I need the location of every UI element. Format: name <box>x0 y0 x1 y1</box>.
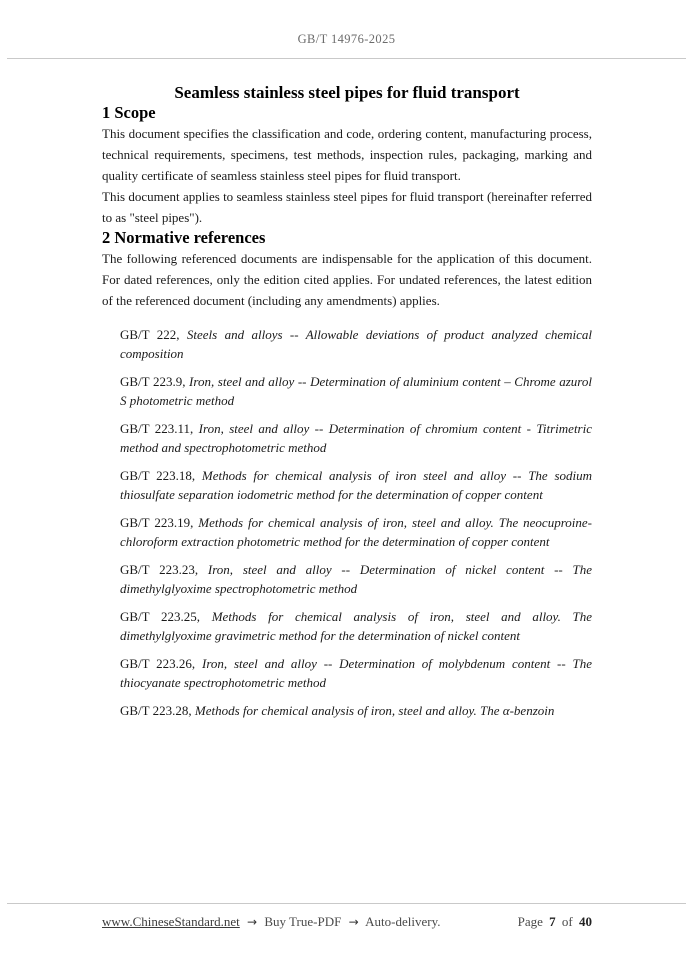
footer-left <box>102 914 445 930</box>
reference-item <box>120 607 592 645</box>
reference-code: GB/T 223.18, <box>120 468 196 483</box>
paragraph-scope-1: This document specifies the classification and code, ordering content, manufacturing process, technical requirements, specimens, test methods, inspection rules, packaging, marking and quality certificate of seamless stainless steel pipes for fluid transport. <box>102 126 592 183</box>
reference-code: GB/T 223.25, <box>120 609 201 624</box>
page-total: 40 <box>579 914 592 929</box>
footer-site-link[interactable]: www.ChineseStandard.net <box>102 914 240 929</box>
paragraph-scope-2: This document applies to seamless stainless steel pipes for fluid transport (hereinafter referred to as "steel pipes"). <box>102 189 592 225</box>
reference-item <box>120 419 592 457</box>
reference-item <box>120 372 592 410</box>
page-number: 7 <box>549 914 556 929</box>
document-title: Seamless stainless steel pipes for fluid transport <box>174 83 520 102</box>
page-word: Page <box>517 914 543 929</box>
reference-title: Methods for chemical analysis of iron, steel and alloy. The neocuproine-chloroform extraction photometric method for the determination of copper content <box>120 515 592 549</box>
page-header <box>0 0 693 59</box>
arrow-right-icon: → <box>247 915 258 929</box>
section-heading-normative-references: 2 Normative references <box>102 228 266 247</box>
header-divider <box>7 58 686 59</box>
paragraph-normative-intro: The following referenced documents are indispensable for the application of this document. For dated references, only the edition cited applies. For undated references, the latest edition of the referenced document (including any amendments) applies. <box>102 251 592 308</box>
reference-title: Methods for chemical analysis of iron, steel and alloy. The dimethylglyoxime gravimetric method for the determination of nickel content <box>120 609 593 643</box>
section-heading-scope: 1 Scope <box>102 103 156 122</box>
reference-item <box>120 325 592 363</box>
reference-item <box>120 654 592 692</box>
reference-code: GB/T 222, <box>120 327 180 342</box>
reference-item <box>120 513 592 551</box>
footer-delivery-text: Auto-delivery. <box>365 914 441 929</box>
reference-code: GB/T 223.28, <box>120 703 192 718</box>
reference-title: Iron, steel and alloy -- Determination of chromium content - Titrimetric method and spectrophotometric method <box>120 421 592 455</box>
footer-row <box>102 904 592 930</box>
of-word: of <box>561 914 573 929</box>
reference-title: Iron, steel and alloy -- Determination of nickel content -- The dimethylglyoxime spectrophotometric method <box>120 562 592 596</box>
reference-title: Methods for chemical analysis of iron steel and alloy -- The sodium thiosulfate separation iodometric method for the determination of copper content <box>120 468 593 502</box>
reference-item <box>120 560 592 598</box>
reference-code: GB/T 223.11, <box>120 421 194 436</box>
page-indicator <box>515 914 592 930</box>
header-doc-code: GB/T 14976-2025 <box>297 32 396 46</box>
reference-title: Iron, steel and alloy -- Determination of molybdenum content -- The thiocyanate spectrophotometric method <box>120 656 592 690</box>
page-footer <box>7 903 686 930</box>
reference-code: GB/T 223.23, <box>120 562 199 577</box>
reference-code: GB/T 223.9, <box>120 374 186 389</box>
reference-item <box>120 466 592 504</box>
reference-code: GB/T 223.26, <box>120 656 196 671</box>
reference-item <box>120 701 592 720</box>
reference-title: Steels and alloys -- Allowable deviations of product analyzed chemical composition <box>120 327 592 361</box>
arrow-right-icon: → <box>348 915 359 929</box>
reference-list <box>102 325 592 720</box>
reference-title: Methods for chemical analysis of iron, steel and alloy. The α-benzoin <box>194 703 555 718</box>
footer-buy-text: Buy True-PDF <box>264 914 342 929</box>
reference-title: Iron, steel and alloy -- Determination of aluminium content – Chrome azurol S photometric method <box>120 374 592 408</box>
reference-code: GB/T 223.19, <box>120 515 194 530</box>
document-content <box>102 83 592 720</box>
